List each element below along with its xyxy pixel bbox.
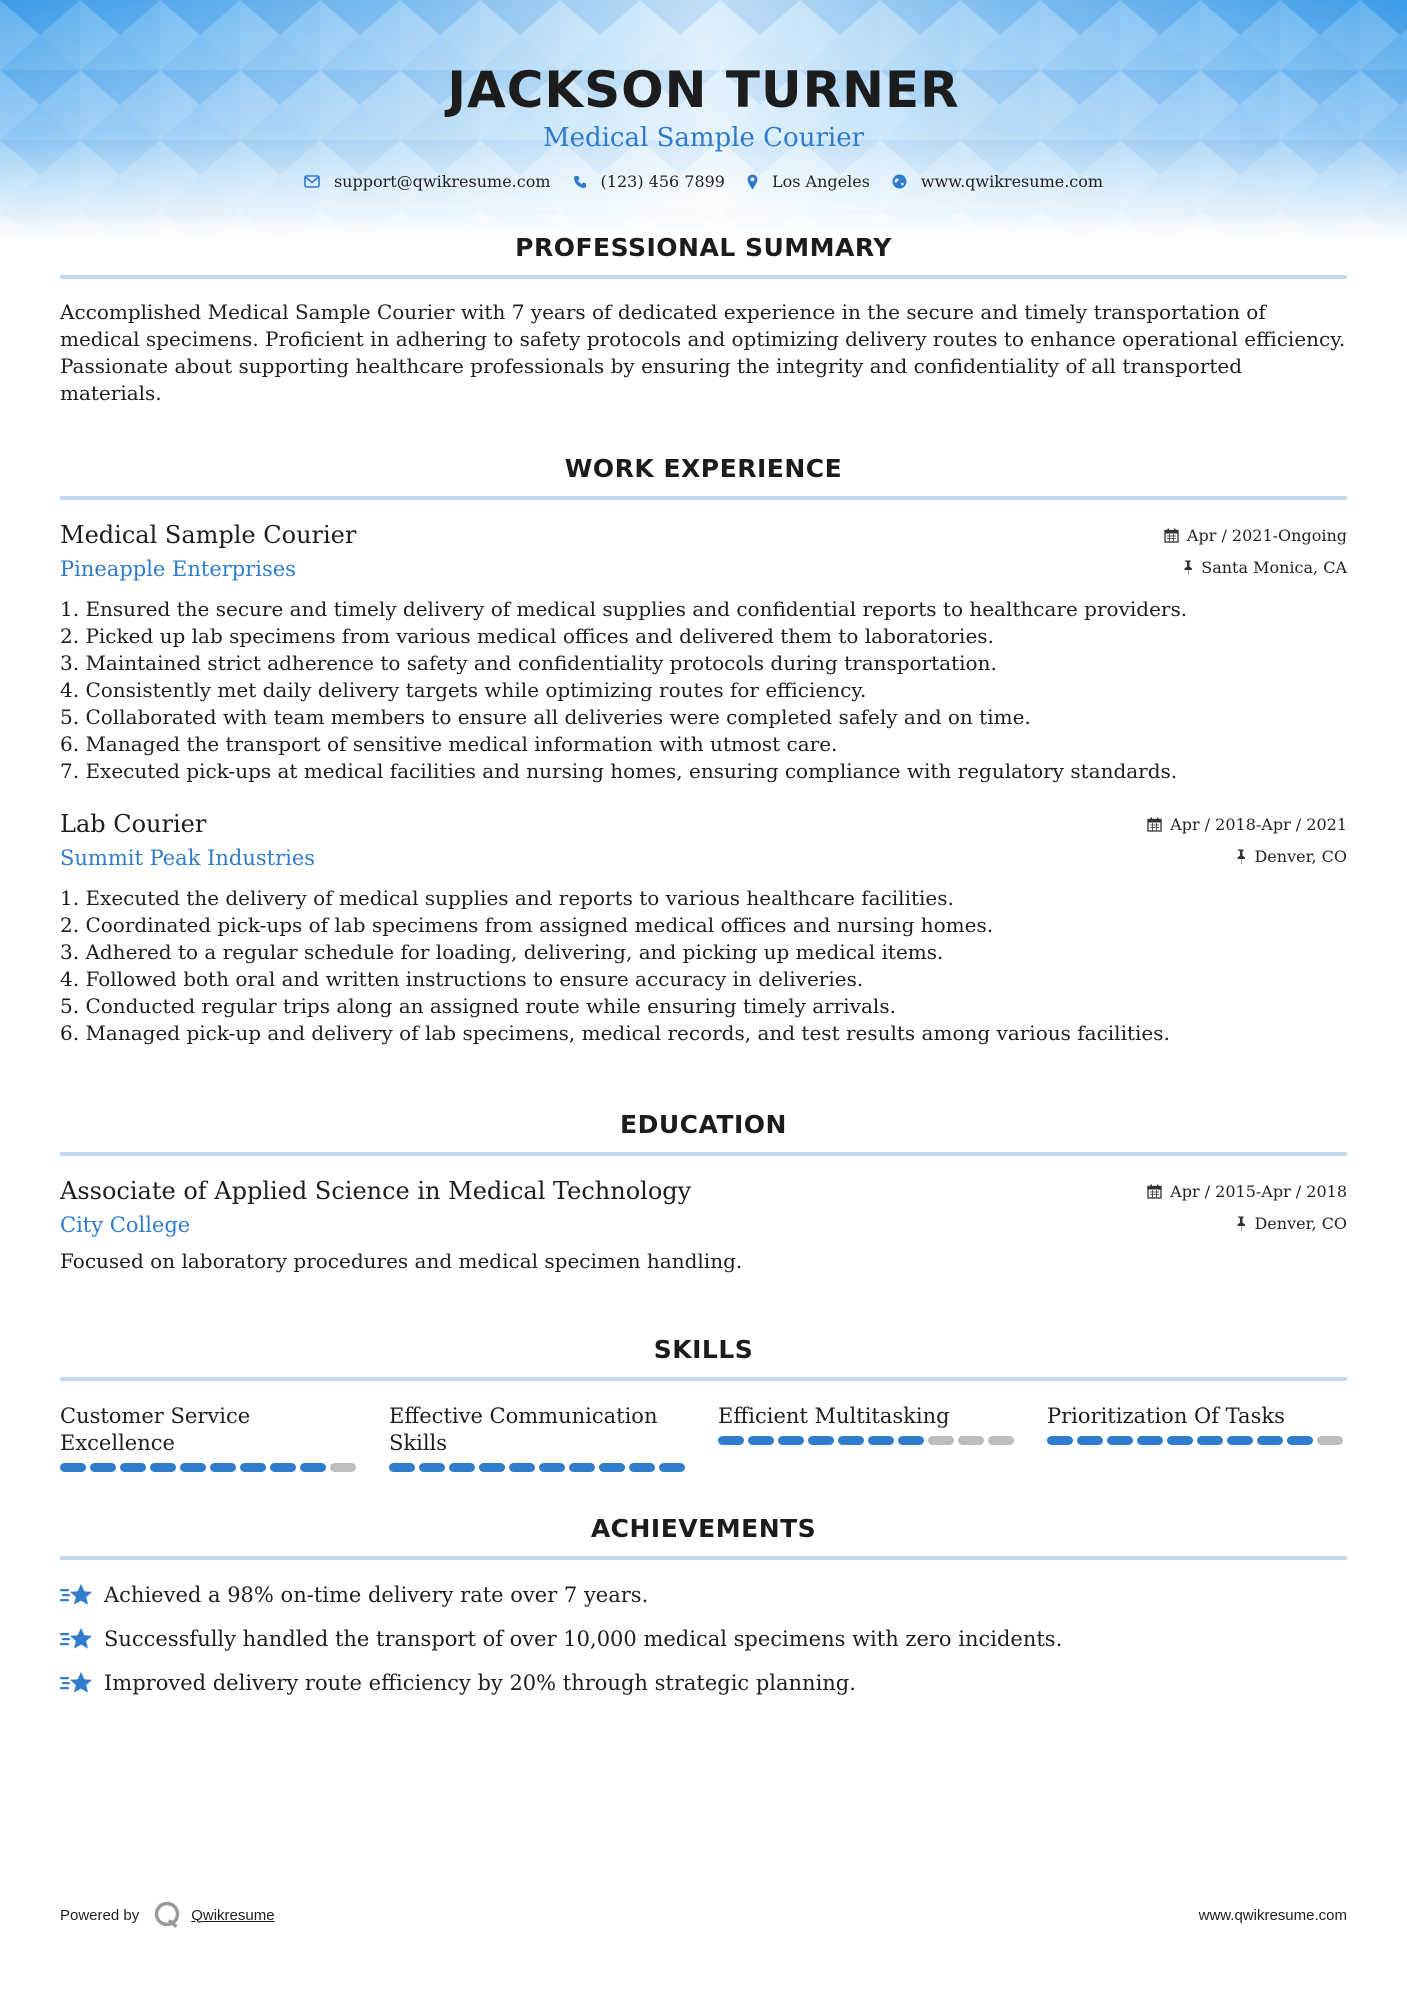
skill-segment-empty <box>330 1463 356 1472</box>
contact-email[interactable] <box>304 172 551 191</box>
skill-segment-filled <box>659 1463 685 1472</box>
job-duties <box>60 885 1347 1047</box>
school-name: City College <box>60 1213 191 1237</box>
pushpin-icon <box>1182 560 1193 575</box>
skill-segment-filled <box>389 1463 415 1472</box>
skill-segment-filled <box>1077 1436 1103 1445</box>
job-dates-text: Apr / 2018-Apr / 2021 <box>1170 814 1347 834</box>
page-footer <box>60 1900 1347 1930</box>
skill-name: Prioritization Of Tasks <box>1047 1404 1285 1428</box>
list-item: 5. Collaborated with team members to ensure all deliveries were completed safely and on time. <box>60 705 1031 729</box>
education-dates <box>1147 1182 1347 1201</box>
skill-segment-empty <box>988 1436 1014 1445</box>
list-item: 6. Managed the transport of sensitive medical information with utmost care. <box>60 732 838 756</box>
summary-divider <box>60 275 1347 279</box>
envelope-icon <box>304 175 320 188</box>
skill-segment-filled <box>569 1463 595 1472</box>
footer-website[interactable]: www.qwikresume.com <box>1198 1906 1347 1924</box>
list-item: 1. Ensured the secure and timely delivery of medical supplies and confidential reports to healthcare providers. <box>60 597 1188 621</box>
contact-location-text: Los Angeles <box>771 172 870 191</box>
calendar-icon <box>1147 1184 1162 1199</box>
candidate-name: JACKSON TURNER <box>447 61 960 119</box>
skill-level-bar <box>1047 1436 1347 1445</box>
skill-segment-filled <box>1137 1436 1163 1445</box>
qwikresume-link[interactable]: Qwikresume <box>191 1906 275 1924</box>
skill-segment-filled <box>240 1463 266 1472</box>
pushpin-icon <box>1235 1216 1246 1231</box>
skill-segment-filled <box>838 1436 864 1445</box>
list-item: 5. Conducted regular trips along an assigned route while ensuring timely arrivals. <box>60 994 896 1018</box>
skill-segment-filled <box>1167 1436 1193 1445</box>
education-location <box>1235 1214 1347 1233</box>
skill-segment-filled <box>300 1463 326 1472</box>
achievements-section <box>60 1514 1347 1697</box>
pushpin-icon <box>1235 849 1246 864</box>
list-item: 2. Coordinated pick-ups of lab specimens from assigned medical offices and nursing homes. <box>60 913 994 937</box>
globe-icon <box>892 174 907 189</box>
summary-text: Accomplished Medical Sample Courier with 7 years of dedicated experience in the secure and timely transportation of medical specimens. Proficient in adhering to safety protocols and optimizing delivery routes to enhance operational efficiency. Passionate about supporting healthcare professionals by ensuring the integrity and confidentiality of all transported materials. <box>60 300 1346 405</box>
skill-segment-filled <box>599 1463 625 1472</box>
skill-segment-filled <box>180 1463 206 1472</box>
achievements-heading: ACHIEVEMENTS <box>590 1514 817 1543</box>
powered-by-label: Powered by <box>60 1906 140 1924</box>
skill-segment-empty <box>958 1436 984 1445</box>
summary-section <box>60 233 1347 407</box>
skill-segment-filled <box>60 1463 86 1472</box>
star-icon <box>60 1583 94 1609</box>
contact-email-text: support@qwikresume.com <box>333 172 551 191</box>
achievement-text: Improved delivery route efficiency by 20% through strategic planning. <box>104 1671 856 1695</box>
job-location <box>1182 558 1347 577</box>
list-item: 4. Consistently met daily delivery targets while optimizing routes for efficiency. <box>60 678 867 702</box>
calendar-icon <box>1147 817 1162 832</box>
list-item: 6. Managed pick-up and delivery of lab specimens, medical records, and test results among various facilities. <box>60 1021 1170 1045</box>
skill-segment-filled <box>1107 1436 1133 1445</box>
skill-name: Effective Communication Skills <box>389 1404 658 1455</box>
education-dates-text: Apr / 2015-Apr / 2018 <box>1170 1181 1347 1201</box>
education-section <box>60 1110 1347 1275</box>
skill-level-bar <box>718 1436 1018 1445</box>
contact-website-text: www.qwikresume.com <box>920 172 1104 191</box>
skill-segment-filled <box>210 1463 236 1472</box>
skill-segment-filled <box>1287 1436 1313 1445</box>
achievements-divider <box>60 1556 1347 1560</box>
education-entry <box>60 1176 1347 1275</box>
skill-segment-filled <box>90 1463 116 1472</box>
skills-heading: SKILLS <box>653 1335 754 1364</box>
skill-level-bar <box>389 1463 689 1472</box>
skill-segment-filled <box>150 1463 176 1472</box>
skill-segment-filled <box>1197 1436 1223 1445</box>
skill-item <box>60 1403 360 1472</box>
skill-segment-filled <box>1047 1436 1073 1445</box>
skill-segment-filled <box>1257 1436 1283 1445</box>
achievement-text: Successfully handled the transport of over 10,000 medical specimens with zero incidents. <box>104 1627 1063 1651</box>
degree-title: Associate of Applied Science in Medical Technology <box>60 1177 692 1205</box>
job-title: Lab Courier <box>60 810 207 838</box>
experience-divider <box>60 496 1347 500</box>
skill-item <box>389 1403 689 1472</box>
star-icon <box>60 1671 94 1697</box>
skill-level-bar <box>60 1463 360 1472</box>
job-location-text: Denver, CO <box>1254 846 1347 866</box>
experience-heading: WORK EXPERIENCE <box>564 454 843 483</box>
skill-segment-empty <box>928 1436 954 1445</box>
education-location-text: Denver, CO <box>1254 1213 1347 1233</box>
skill-segment-filled <box>778 1436 804 1445</box>
list-item: 3. Adhered to a regular schedule for loading, delivering, and picking up medical items. <box>60 940 944 964</box>
job-location-text: Santa Monica, CA <box>1201 557 1347 577</box>
achievements-list <box>60 1582 1347 1697</box>
contact-phone-text: (123) 456 7899 <box>600 172 725 191</box>
job-location <box>1235 847 1347 866</box>
achievement-text: Achieved a 98% on-time delivery rate over 7 years. <box>104 1583 649 1607</box>
job-title: Medical Sample Courier <box>60 521 357 549</box>
phone-icon <box>573 175 587 189</box>
skill-segment-filled <box>1227 1436 1253 1445</box>
contact-website[interactable] <box>892 172 1103 191</box>
list-item: 4. Followed both oral and written instructions to ensure accuracy in deliveries. <box>60 967 864 991</box>
skills-section <box>60 1335 1347 1472</box>
skill-segment-filled <box>868 1436 894 1445</box>
skill-segment-filled <box>509 1463 535 1472</box>
skill-segment-filled <box>479 1463 505 1472</box>
list-item <box>60 1626 1347 1653</box>
skill-segment-filled <box>718 1436 744 1445</box>
job-entry <box>60 809 1347 1047</box>
company-name: Summit Peak Industries <box>60 846 316 870</box>
education-divider <box>60 1152 1347 1156</box>
job-dates <box>1164 526 1347 545</box>
education-heading: EDUCATION <box>620 1110 787 1139</box>
job-dates-text: Apr / 2021-Ongoing <box>1186 525 1347 545</box>
skill-segment-filled <box>419 1463 445 1472</box>
list-item: 7. Executed pick-ups at medical facilities and nursing homes, ensuring compliance with regulatory standards. <box>60 759 1178 783</box>
powered-by <box>60 1900 275 1930</box>
skill-segment-filled <box>539 1463 565 1472</box>
skill-item <box>1047 1403 1347 1472</box>
candidate-title: Medical Sample Courier <box>542 123 865 153</box>
skill-segment-filled <box>629 1463 655 1472</box>
skill-segment-filled <box>449 1463 475 1472</box>
job-duties <box>60 596 1347 785</box>
skills-grid <box>60 1403 1347 1472</box>
job-dates <box>1147 815 1347 834</box>
skill-segment-filled <box>120 1463 146 1472</box>
skill-item <box>718 1403 1018 1472</box>
map-pin-icon <box>747 174 758 190</box>
skill-segment-empty <box>1317 1436 1343 1445</box>
skill-name: Efficient Multitasking <box>718 1404 950 1428</box>
company-name: Pineapple Enterprises <box>60 557 296 581</box>
star-icon <box>60 1627 94 1653</box>
contact-bar <box>60 172 1347 191</box>
contact-location <box>747 172 870 191</box>
experience-section <box>60 454 1347 1047</box>
skill-segment-filled <box>898 1436 924 1445</box>
list-item <box>60 1670 1347 1697</box>
skill-segment-filled <box>270 1463 296 1472</box>
summary-heading: PROFESSIONAL SUMMARY <box>515 233 892 262</box>
list-item: 3. Maintained strict adherence to safety and confidentiality protocols during transportation. <box>60 651 997 675</box>
qwikresume-logo-icon <box>153 1900 183 1930</box>
list-item: 2. Picked up lab specimens from various medical offices and delivered them to laboratories. <box>60 624 994 648</box>
calendar-icon <box>1164 528 1179 543</box>
job-entry <box>60 520 1347 785</box>
skill-segment-filled <box>808 1436 834 1445</box>
list-item <box>60 1582 1347 1609</box>
list-item: 1. Executed the delivery of medical supplies and reports to various healthcare facilities. <box>60 886 954 910</box>
skills-divider <box>60 1377 1347 1381</box>
skill-segment-filled <box>748 1436 774 1445</box>
skill-name: Customer Service Excellence <box>60 1404 251 1455</box>
education-description: Focused on laboratory procedures and medical specimen handling. <box>60 1249 743 1273</box>
contact-phone[interactable] <box>573 172 725 191</box>
